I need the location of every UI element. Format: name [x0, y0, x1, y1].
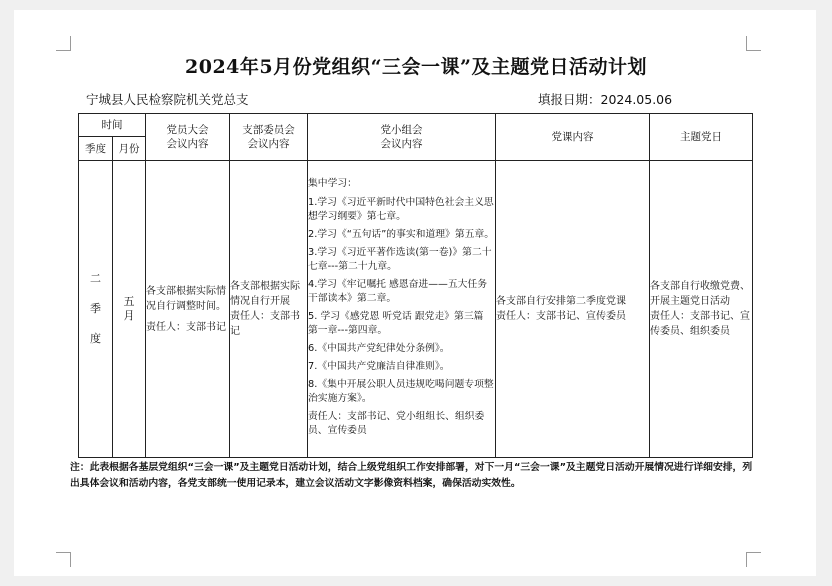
theme-day-content: 各支部自行收缴党费、开展主题党日活动 — [650, 281, 750, 307]
header-members-meeting-line1: 党员大会 — [166, 124, 209, 136]
branch-committee-cell — [230, 161, 308, 458]
organization-name: 宁城县人民检察院机关党总支 — [86, 92, 249, 107]
fill-date-label: 填报日期： — [538, 92, 601, 107]
branch-committee-content: 各支部根据实际情况自行开展 — [230, 281, 300, 307]
theme-day-cell — [650, 161, 753, 458]
document-title: 2024年5月份党组织“三会一课”及主题党日活动计划 — [185, 56, 647, 78]
header-branch-committee — [230, 114, 308, 161]
header-branch-committee-line1: 支部委员会 — [242, 124, 295, 136]
margin-mark-top-left — [56, 36, 71, 51]
members-meeting-responsible: 责任人：支部书记 — [146, 321, 226, 333]
study-item: 4.学习《牢记嘱托 感恩奋进——五大任务干部读本》第二章。 — [308, 278, 488, 304]
study-item: 5. 学习《感党恩 听党话 跟党走》第三篇 第一章---第四章。 — [308, 310, 484, 336]
study-item: 2.学习《“五句话”的事实和道理》第五章。 — [308, 228, 495, 240]
fill-date-value: 2024.05.06 — [600, 92, 673, 107]
table-note: 注：此表根据各基层党组织“三会一课”及主题党日活动计划，结合上级党组织工作安排部署，对下一月“三会一课”及主题党日活动开展情况进行详细安排，列出具体会议和活动内容，各党支部统一使用记录本，建立会议活动文字影像资料档案，确保活动实效性。 — [70, 462, 753, 489]
header-theme-day: 主题党日 — [650, 114, 753, 161]
branch-committee-responsible: 责任人：支部书记 — [230, 311, 300, 337]
margin-mark-bottom-left — [56, 552, 71, 567]
study-item: 1.学习《习近平新时代中国特色社会主义思想学习纲要》第七章。 — [308, 196, 494, 222]
month-char: 月 — [123, 309, 135, 322]
season-char: 度 — [90, 332, 101, 345]
study-item: 7.《中国共产党廉洁自律准则》。 — [308, 360, 450, 372]
party-group-responsible: 责任人：支部书记、党小组组长、组织委员、宣传委员 — [308, 410, 485, 436]
party-lecture-content: 各支部自行安排第二季度党课 — [496, 296, 626, 307]
party-lecture-cell — [496, 161, 650, 458]
members-meeting-cell — [146, 161, 230, 458]
header-season: 季度 — [79, 137, 113, 161]
header-party-group-line1: 党小组会 — [380, 124, 423, 136]
header-time: 时间 — [79, 114, 146, 137]
margin-mark-top-right — [746, 36, 761, 51]
party-lecture-responsible: 责任人：支部书记、宣传委员 — [496, 311, 626, 322]
season-char: 季 — [90, 302, 101, 315]
study-item: 3.学习《习近平著作选读(第一卷)》第二十七章---第二十九章。 — [308, 246, 492, 272]
activity-plan-table — [78, 113, 753, 458]
members-meeting-content: 各支部根据实际情况自行调整时间。 — [146, 285, 226, 312]
study-item: 6.《中国共产党纪律处分条例》。 — [308, 342, 450, 354]
header-members-meeting-line2: 会议内容 — [166, 138, 209, 150]
header-branch-committee-line2: 会议内容 — [247, 138, 290, 150]
margin-mark-bottom-right — [746, 552, 761, 567]
season-cell — [79, 161, 113, 458]
header-party-group-line2: 会议内容 — [380, 138, 423, 150]
header-members-meeting — [146, 114, 230, 161]
season-char: 二 — [90, 272, 101, 285]
month-cell — [113, 161, 146, 458]
party-group-heading: 集中学习： — [308, 177, 357, 189]
header-month: 月份 — [113, 137, 146, 161]
fill-date — [538, 90, 672, 108]
theme-day-responsible: 责任人：支部书记、宣传委员、组织委员 — [650, 311, 750, 337]
header-party-lecture: 党课内容 — [496, 114, 650, 161]
month-char: 五 — [123, 295, 135, 308]
header-party-group — [308, 114, 496, 161]
party-group-cell — [308, 161, 496, 458]
study-item: 8.《集中开展公职人员违规吃喝问题专项整治实施方案》。 — [308, 378, 494, 404]
